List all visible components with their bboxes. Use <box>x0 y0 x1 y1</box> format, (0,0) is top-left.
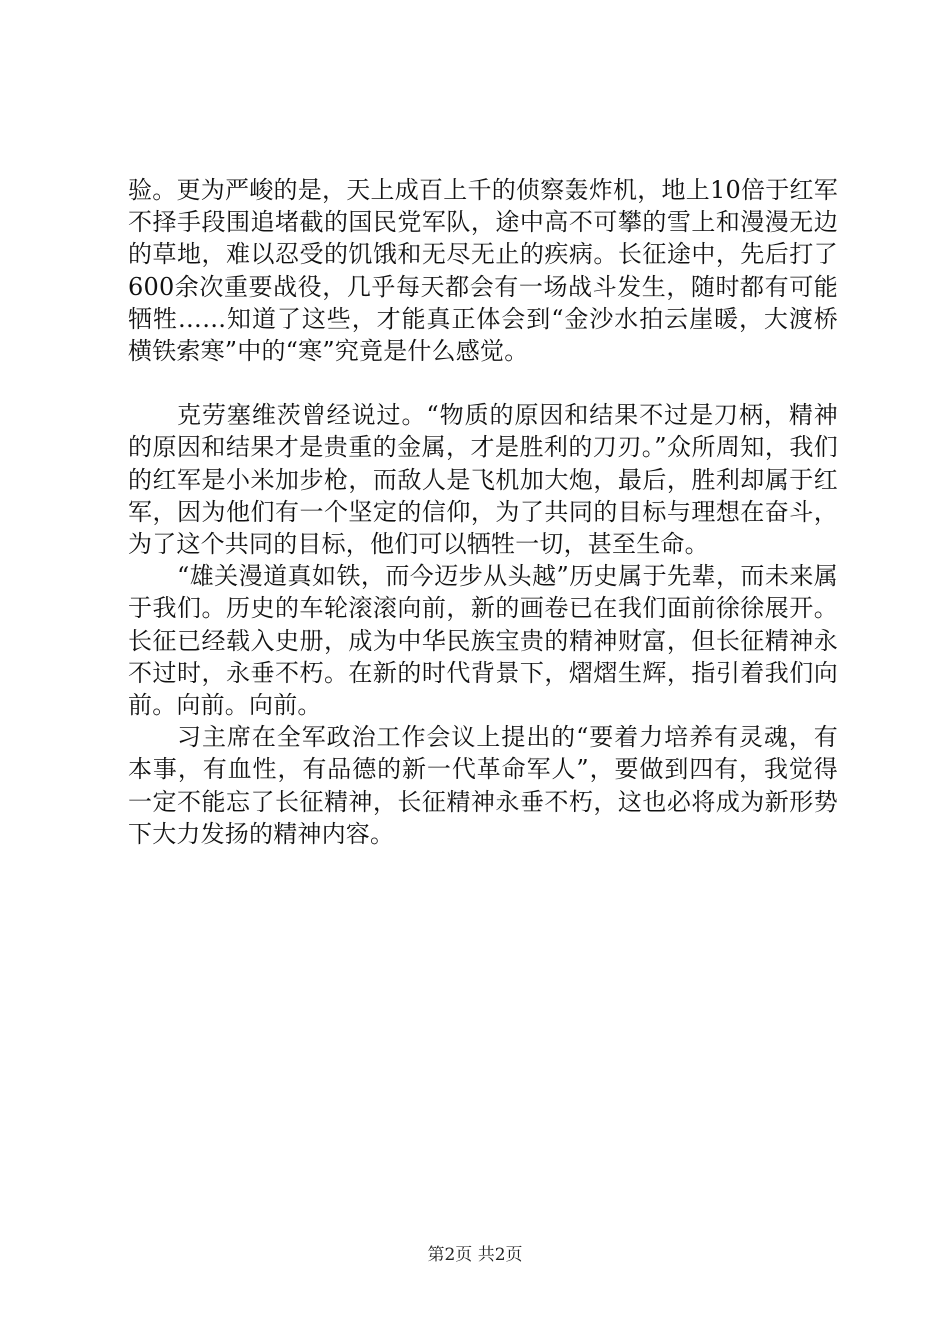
paragraph-2: 克劳塞维茨曾经说过。“物质的原因和结果不过是刀柄，精神的原因和结果才是贵重的金属，才是胜利的刀刃。”众所周知，我们的红军是小米加步枪，而敌人是飞机加大炮，最后，胜利却属于红军，因为他们有一个坚定的信仰，为了共同的目标与理想在奋斗，为了这个共同的目标，他们可以牺牲一切，甚至生命。 <box>128 401 838 559</box>
paragraph-4: 习主席在全军政治工作会议上提出的“要着力培养有灵魂，有本事，有血性，有品德的新一代革命军人”，要做到四有，我觉得一定不能忘了长征精神，长征精神永垂不朽，这也必将成为新形势下大力发扬的精神内容。 <box>128 723 838 848</box>
paragraph-3: “雄关漫道真如铁，而今迈步从头越”历史属于先辈，而未来属于我们。历史的车轮滚滚向前，新的画卷已在我们面前徐徐展开。长征已经载入史册，成为中华民族宝贵的精神财富，但长征精神永不过时，永垂不朽。在新的时代背景下，熠熠生辉，指引着我们向前。向前。向前。 <box>128 562 838 720</box>
paragraph-1: 验。更为严峻的是，天上成百上千的侦察轰炸机，地上10倍于红军不择手段围追堵截的国民党军队，途中高不可攀的雪上和漫漫无边的草地，难以忍受的饥饿和无尽无止的疾病。长征途中，先后打了600余次重要战役，几乎每天都会有一场战斗发生，随时都有可能牺牲……知道了这些，才能真正体会到“金沙水拍云崖暖，大渡桥横铁索寒”中的“寒”究竟是什么感觉。 <box>128 176 838 366</box>
document-body <box>128 174 838 850</box>
page-footer: 第2页 共2页 <box>427 1245 523 1265</box>
